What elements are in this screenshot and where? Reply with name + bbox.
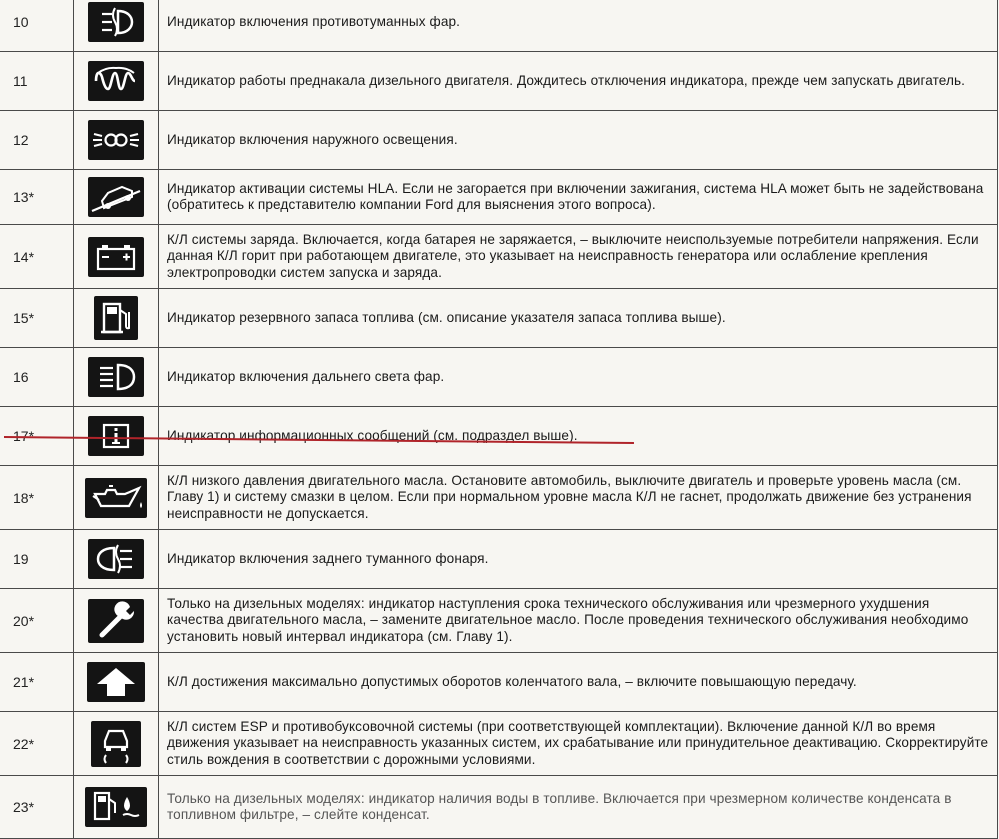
row-description: Индикатор включения заднего туманного фонаря.: [159, 530, 998, 589]
table-row: [0, 289, 998, 348]
table-row: [0, 653, 998, 712]
table-row: [0, 776, 998, 839]
row-description: Индикатор резервного запаса топлива (см. описание указателя запаса топлива выше).: [159, 289, 998, 348]
row-number: 21*: [0, 653, 74, 712]
hill-launch-assist-icon: [88, 177, 144, 217]
row-number: 12: [0, 111, 74, 170]
table-row: [0, 0, 998, 52]
table-row: [0, 530, 998, 589]
exterior-lights-icon: [88, 120, 144, 160]
row-description: Только на дизельных моделях: индикатор наступления срока технического обслуживания или чрезмерного ухудшения качества двигательного масла, – замените двигательное масло. После проведения технического обслуживания необходимо установить новый интервал индикатора (см. Главу 1).: [159, 589, 998, 653]
battery-icon: [88, 237, 144, 277]
row-number: 17*: [0, 407, 74, 466]
row-number: 20*: [0, 589, 74, 653]
row-number: 19: [0, 530, 74, 589]
row-number: 16: [0, 348, 74, 407]
row-number: 13*: [0, 170, 74, 225]
row-description: Только на дизельных моделях: индикатор наличия воды в топливе. Включается при чрезмерном количестве конденсата в топливном фильтре, – слейте конденсат.: [159, 776, 998, 839]
row-number: 18*: [0, 466, 74, 530]
oil-can-icon: [85, 478, 147, 518]
row-description: Индикатор активации системы HLA. Если не загорается при включении зажигания, система HLA может быть не задействована (обратитесь к представителю компании Ford для выяснения этого вопроса).: [159, 170, 998, 225]
row-number: 14*: [0, 225, 74, 289]
table-row: [0, 225, 998, 289]
row-number: 15*: [0, 289, 74, 348]
wrench-icon: [88, 599, 144, 643]
fuel-pump-icon: [94, 296, 138, 340]
row-description: Индикатор информационных сообщений (см. подраздел выше).: [159, 407, 998, 466]
high-beam-icon: [88, 357, 144, 397]
row-number: 11: [0, 52, 74, 111]
row-description: К/Л систем ESP и противобуксовочной системы (при соответствующей комплектации). Включение данной К/Л во время движения указывает на неисправность указанных систем, их срабатывание или принудительное деактивацию. Скорректируйте стиль вождения в соответствии с дорожными условиями.: [159, 712, 998, 776]
table-row: [0, 52, 998, 111]
row-description: К/Л низкого давления двигательного масла. Остановите автомобиль, выключите двигатель и проверьте уровень масла (см. Главу 1) и систему смазки в целом. Если при нормальном уровне масла К/Л не гаснет, продолжать движение без устранения неисправности не допускается.: [159, 466, 998, 530]
table-row: [0, 111, 998, 170]
table-row: [0, 589, 998, 653]
row-description: К/Л системы заряда. Включается, когда батарея не заряжается, – выключите неиспользуемые потребители напряжения. Если данная К/Л горит при работающем двигателе, это указывает на неисправность генератора или ослабление крепления электропроводки систем запуска и заряда.: [159, 225, 998, 289]
row-description: Индикатор включения наружного освещения.: [159, 111, 998, 170]
table-row: [0, 466, 998, 530]
table-row: [0, 170, 998, 225]
table-row: [0, 407, 998, 466]
row-number: 23*: [0, 776, 74, 839]
row-number: 10: [0, 0, 74, 52]
row-description: К/Л достижения максимально допустимых оборотов коленчатого вала, – включите повышающую передачу.: [159, 653, 998, 712]
row-description: Индикатор включения противотуманных фар.: [159, 0, 998, 52]
table-row: [0, 712, 998, 776]
esp-skid-icon: [91, 721, 141, 767]
shift-up-arrow-icon: [87, 662, 145, 702]
rear-fog-light-icon: [88, 539, 144, 579]
row-number: 22*: [0, 712, 74, 776]
row-description: Индикатор работы преднакала дизельного двигателя. Дождитесь отключения индикатора, прежде чем запускать двигатель.: [159, 52, 998, 111]
row-description: Индикатор включения дальнего света фар.: [159, 348, 998, 407]
glow-plug-icon: [88, 61, 144, 101]
front-fog-light-icon: [88, 2, 144, 42]
water-in-fuel-icon: [85, 787, 147, 827]
table-row: [0, 348, 998, 407]
